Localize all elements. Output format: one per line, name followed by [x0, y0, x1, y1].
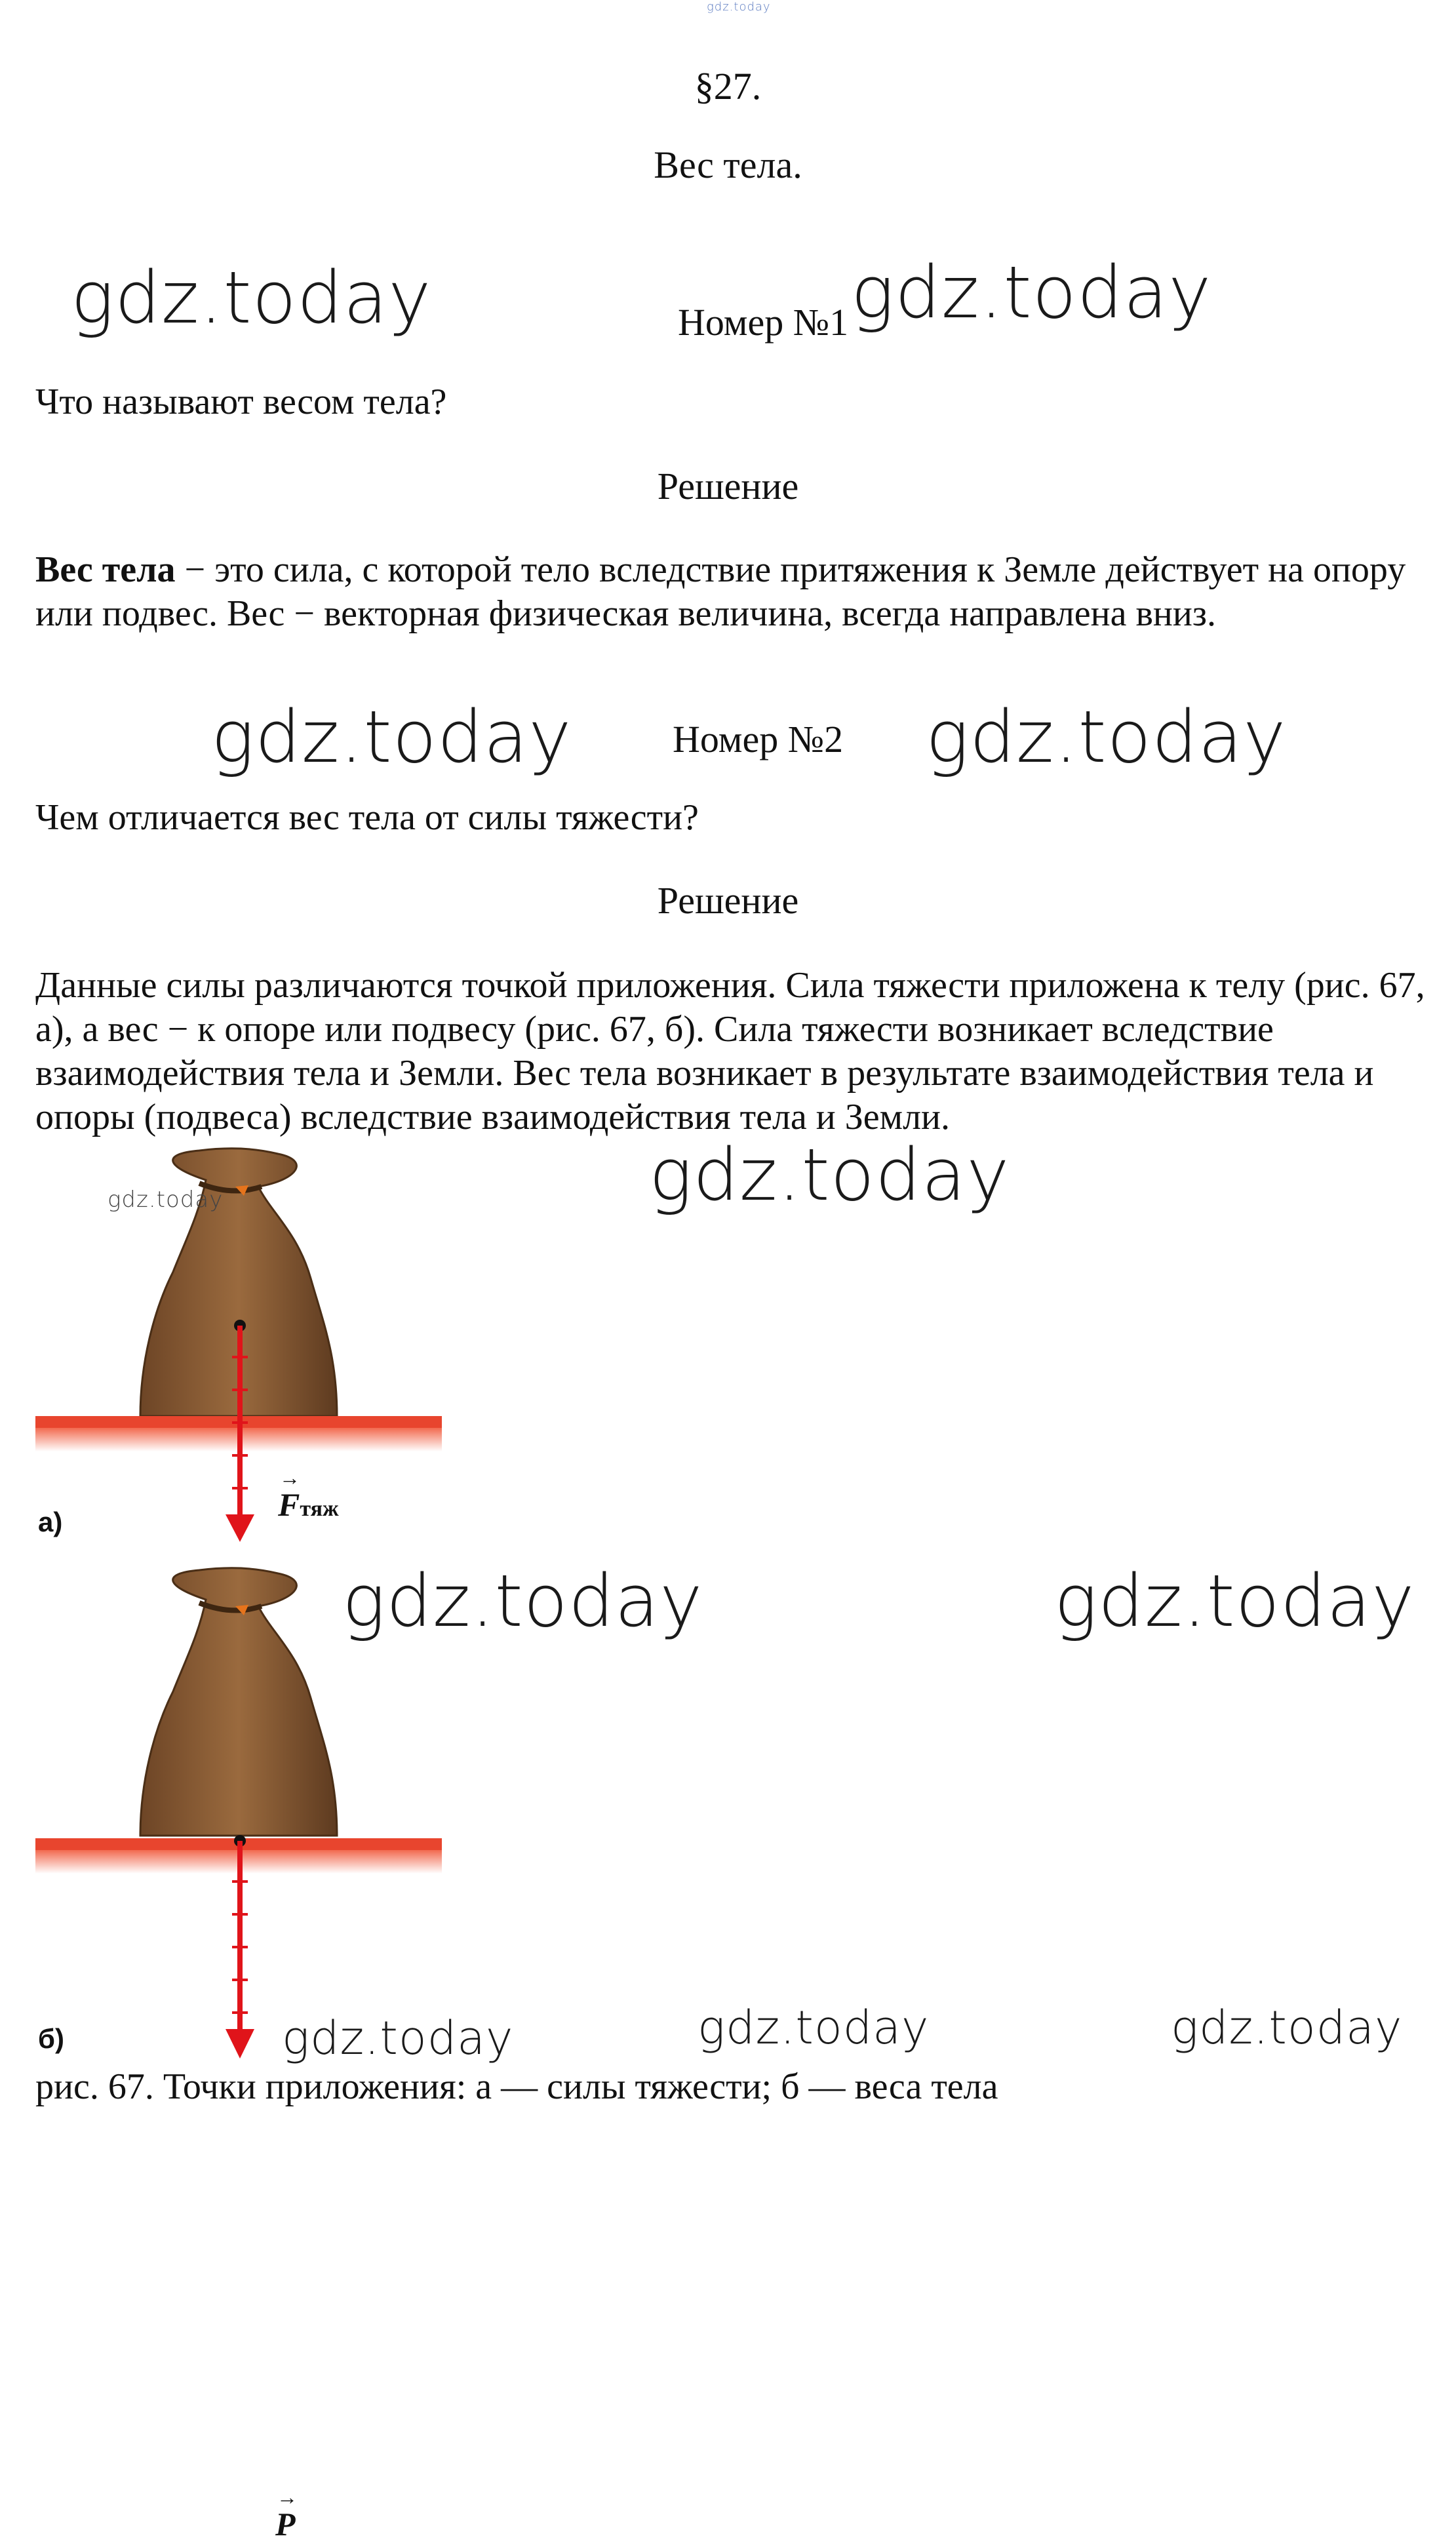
page-title: Вес тела.	[654, 144, 802, 186]
watermark: gdz.today	[342, 1559, 703, 1643]
q2-question: Чем отличается вес тела от силы тяжести?	[35, 797, 699, 838]
q1-question: Что называют весом тела?	[35, 382, 447, 422]
watermark: gdz.today	[649, 1133, 1010, 1217]
watermark: gdz.today	[1171, 2001, 1403, 2055]
watermark: gdz.today	[926, 695, 1287, 779]
watermark: gdz.today	[1054, 1559, 1415, 1643]
watermark: gdz.today	[71, 256, 432, 340]
vector-arrow-icon: →	[277, 2485, 298, 2509]
top-watermark: gdz.today	[707, 0, 771, 14]
q1-solution-label: Решение	[657, 465, 799, 507]
answer-term: Вес тела	[35, 549, 176, 590]
answer-text: − это сила, с которой тело вследствие притяжения к Земле действует на опору или подвес. Вес − векторная физическая величина, всегда направлена вниз.	[35, 549, 1406, 634]
watermark: gdz.today	[698, 2001, 930, 2055]
watermark: gdz.today	[851, 250, 1212, 334]
q2-solution-label: Решение	[657, 879, 799, 922]
figure-a	[35, 1141, 455, 1547]
gravity-vector-label	[278, 1466, 339, 1524]
sack-gravity-illustration	[35, 1141, 455, 1547]
figure-a-label: а)	[38, 1507, 63, 1537]
figure-b-label: б)	[38, 2023, 64, 2054]
vector-subscript: тяж	[300, 1497, 339, 1521]
q2-answer: Данные силы различаются точкой приложения. Сила тяжести приложена к телу (рис. 67, а), а вес − к опоре или подвесу (рис. 67, б). Сила тяжести возникает вследствие взаимодействия тела и Земли. Вес тела возникает в результате взаимодействия тела и опоры (подвеса) вследствие взаимодействия тела и Земли.	[35, 965, 1425, 1137]
weight-vector-label: P →	[275, 2485, 298, 2542]
vector-arrow-icon: →	[279, 1466, 300, 1489]
q2-label: Номер №2	[673, 718, 844, 760]
q1-answer	[35, 548, 1432, 636]
watermark: gdz.today	[282, 2011, 514, 2065]
watermark: gdz.today	[108, 1187, 224, 1213]
vector-symbol: F →	[278, 1466, 300, 1523]
q1-label: Номер №1	[678, 301, 849, 344]
figure-caption: рис. 67. Точки приложения: а — силы тяжести; б — веса тела	[35, 2066, 998, 2107]
section-number: §27.	[694, 65, 762, 108]
watermark: gdz.today	[211, 695, 572, 779]
